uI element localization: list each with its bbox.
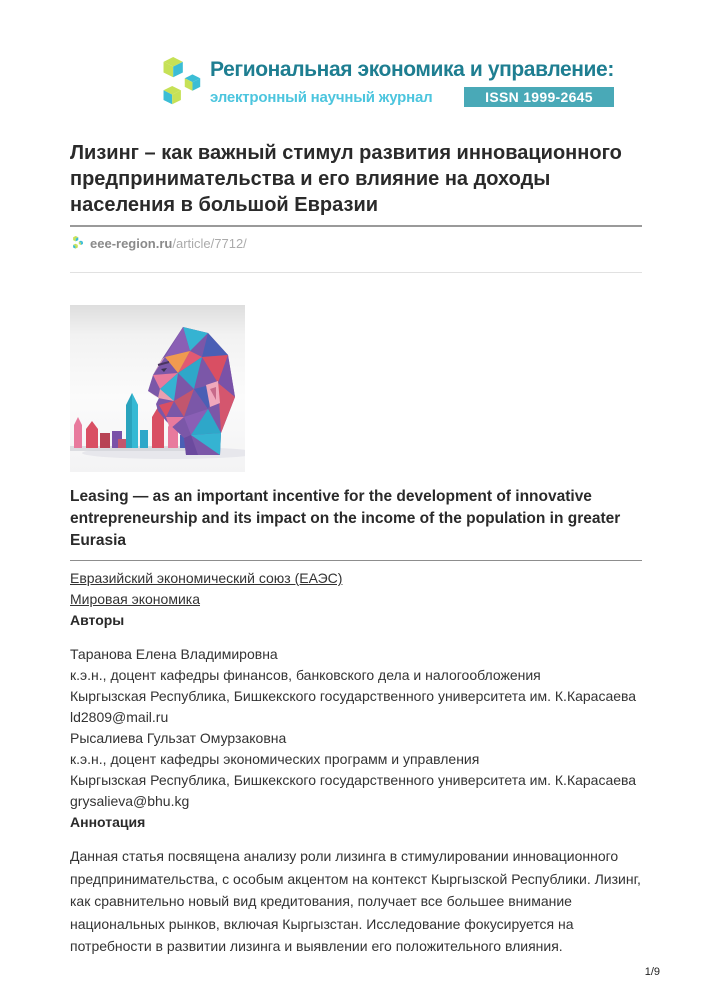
abstract-heading: Аннотация — [70, 814, 146, 830]
source-link[interactable] — [70, 236, 642, 251]
article-hero-image — [70, 305, 245, 472]
journal-subtitle-row — [210, 87, 614, 107]
author-email: ld2809@mail.ru — [70, 709, 169, 725]
source-domain: eee-region.ru — [90, 236, 173, 251]
issn-badge: ISSN 1999-2645 — [464, 87, 614, 107]
cubes-logo-icon — [153, 57, 203, 113]
author-name: Таранова Елена Владимировна — [70, 646, 278, 662]
author-email: grysalieva@bhu.kg — [70, 793, 190, 809]
authors-block — [70, 644, 642, 833]
journal-header — [153, 57, 642, 113]
source-url — [90, 236, 247, 251]
author-position: к.э.н., доцент кафедры финансов, банковского дела и налогообложения — [70, 667, 541, 683]
author-name: Рысалиева Гульзат Омурзаковна — [70, 730, 287, 746]
journal-title: Региональная экономика и управление: — [210, 58, 614, 81]
journal-header-text — [210, 57, 614, 107]
authors-heading: Авторы — [70, 612, 125, 628]
category-links — [70, 568, 642, 631]
author-position: к.э.н., доцент кафедры экономических программ и управления — [70, 751, 480, 767]
author-affiliation: Кыргызская Республика, Бишкекского государственного университета им. К.Карасаева — [70, 688, 637, 704]
divider-under-title-en — [70, 560, 642, 561]
document-page — [70, 0, 642, 958]
source-path: /article/7712/ — [172, 236, 247, 251]
article-title-ru: Лизинг – как важный стимул развития инновационного предпринимательства и его влияние на доходы населения в большой Евразии — [70, 142, 622, 216]
page-indicator: 1/9 — [644, 966, 660, 978]
author-affiliation: Кыргызская Республика, Бишкекского государственного университета им. К.Карасаева — [70, 772, 637, 788]
category-link-world-economy[interactable]: Мировая экономика — [70, 591, 200, 607]
category-link-eaeu[interactable]: Евразийский экономический союз (ЕАЭС) — [70, 570, 343, 586]
divider-under-source — [70, 272, 642, 273]
divider-under-title-ru — [70, 225, 642, 227]
abstract-text: Данная статья посвящена анализу роли лизинга в стимулировании инновационного предпринимательства, с особым акцентом на контекст Кыргызской Республики. Лизинг, как сравнительно новый вид кредитования, получает все большее внимание национальных рынков, включая Кыргызстан. Исследование фокусируется на потребности в развитии лизинга и выявлении его положительного влияния. — [70, 848, 641, 954]
journal-subtitle: электронный научный журнал — [210, 88, 433, 106]
cubes-favicon-icon — [70, 236, 84, 251]
article-title-en: Leasing — as an important incentive for the development of innovative entrepreneurship and its impact on the income of the population in greater Eurasia — [70, 488, 621, 549]
